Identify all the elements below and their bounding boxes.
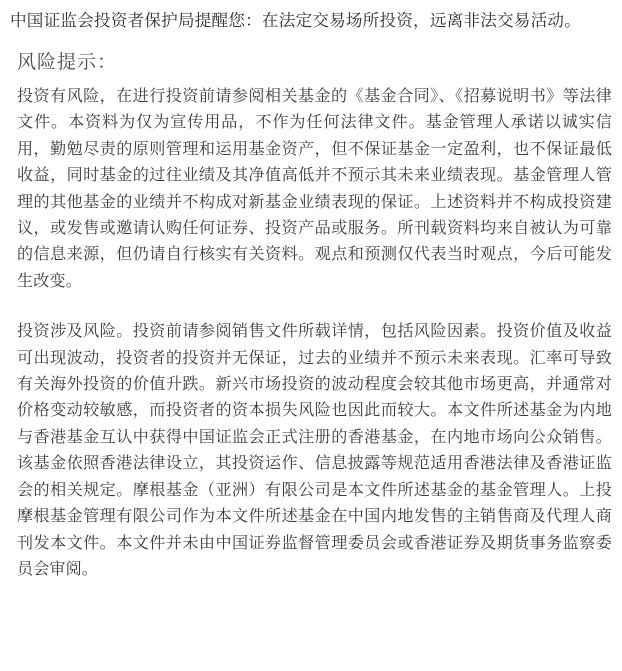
risk-paragraph-general: 投资有风险，在进行投资前请参阅相关基金的《基金合同》、《招募说明书》等法律文件。本资料为仅为宣传用品，不作为任何法律文件。基金管理人承诺以诚实信用，勤勉尽责的原则管理和运用基金资产，但不保证基金一定盈利，也不保证最低收益，同时基金的过往业绩及其净值高低并不预示其未来业绩表现。基金管理人管理的其他基金的业绩并不构成对新基金业绩表现的保证。上述资料并不构成投资建议，或发售或邀请认购任何证券、投资产品或服务。所刊载资料均来自被认为可靠的信息来源，但仍请自行核实有关资料。观点和预测仅代表当时观点，今后可能发生改变。 [17, 86, 612, 290]
regulator-notice: 中国证监会投资者保护局提醒您：在法定交易场所投资，远离非法交易活动。 [10, 11, 581, 30]
risk-paragraph-investment: 投资涉及风险。投资前请参阅销售文件所载详情，包括风险因素。投资价值及收益可出现波动，投资者的投资并无保证，过去的业绩并不预示未来表现。汇率可导致有关海外投资的价值升跌。新兴市场投资的波动程度会较其他市场更高，并通常对价格变动较敏感，而投资者的资本损失风险也因此而较大。本文件所述基金为内地与香港基金互认中获得中国证监会正式注册的香港基金，在内地市场向公众销售。该基金依照香港法律设立，其投资运作、信息披露等规范适用香港法律及香港证监会的相关规定。摩根基金（亚洲）有限公司是本文件所述基金的基金管理人。上投摩根基金管理有限公司作为本文件所述基金在中国内地发售的主销售商及代理人商刊发本文件。本文件并未由中国证券监督管理委员会或香港证券及期货事务监察委员会审阅。 [17, 321, 612, 578]
risk-section-title: 风险提示： [17, 51, 118, 73]
